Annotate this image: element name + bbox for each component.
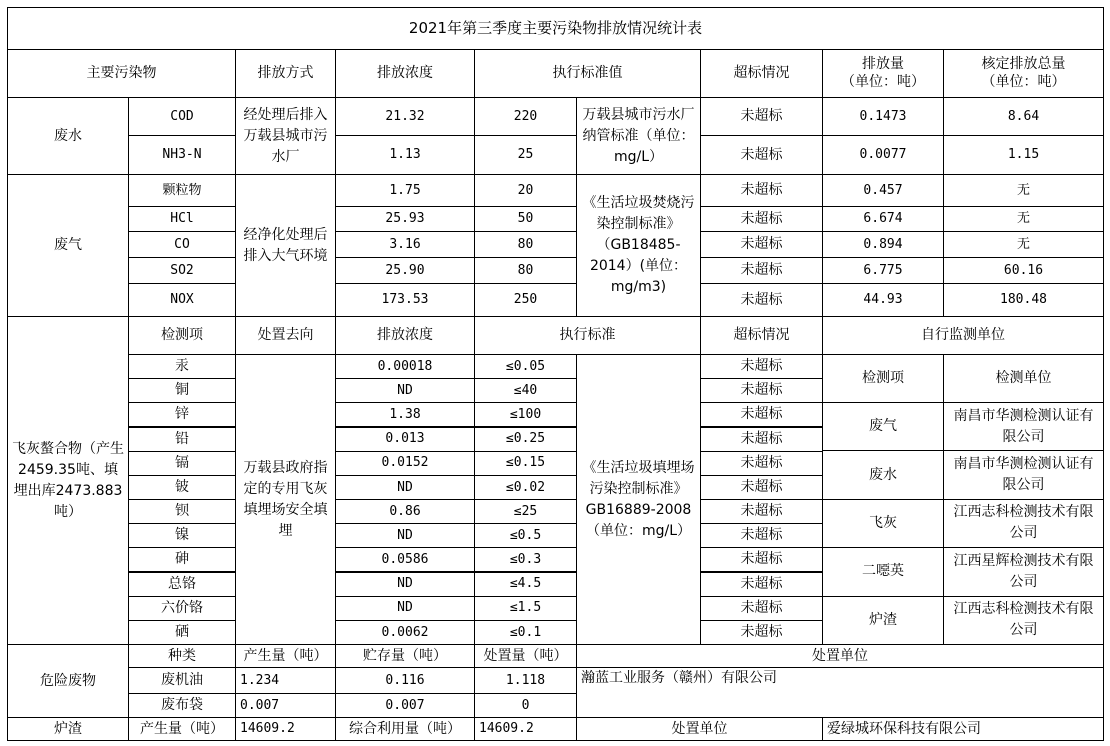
exhaust-exceed-text: 未超标	[740, 210, 783, 227]
flyash-header-concentration	[335, 316, 475, 355]
flyash-exceed	[700, 596, 823, 621]
wastewater-concentration-text: 21.32	[385, 108, 425, 124]
flyash-concentration	[335, 475, 475, 500]
wastewater-exceed	[700, 97, 823, 136]
monitor-item-text: 废气	[869, 418, 897, 435]
hazardous-unit-text: 瀚蓝工业服务（赣州）有限公司	[581, 670, 777, 686]
header-emission-unit: （单位：吨）	[841, 73, 925, 90]
flyash-exceed-text: 未超标	[740, 503, 783, 520]
monitor-item	[822, 547, 944, 596]
slag-unit-label-text: 处置单位	[671, 720, 728, 737]
exhaust-exceed	[700, 283, 823, 317]
flyash-concentration-text: ND	[397, 382, 413, 398]
flyash-standard-value-text: ≤0.5	[509, 527, 542, 543]
flyash-concentration-text: 1.38	[389, 407, 421, 423]
flyash-header-standard-text: 执行标准	[559, 327, 616, 343]
exhaust-item	[128, 174, 236, 207]
flyash-standard-value	[474, 402, 577, 427]
exhaust-standard-value	[474, 231, 577, 258]
exhaust-approved	[943, 283, 1104, 317]
exhaust-emission	[822, 283, 944, 317]
wastewater-emission-text: 0.0077	[859, 147, 907, 163]
flyash-standard-value	[474, 596, 577, 621]
hazardous-stored-text: 0.116	[385, 672, 425, 688]
monitor-unit-text: 南昌市华测检测认证有限公司	[953, 456, 1094, 494]
hazardous-header-unit-text: 处置单位	[812, 647, 868, 664]
flyash-concentration	[335, 572, 475, 597]
exhaust-standard-value-text: 80	[517, 236, 534, 252]
hazardous-disposed-text: 0	[521, 697, 530, 713]
exhaust-exceed-text: 未超标	[740, 291, 783, 308]
wastewater-category	[7, 97, 129, 175]
flyash-standard-value-text: ≤1.5	[509, 600, 542, 616]
flyash-category	[7, 316, 129, 645]
monitor-header-unit-text: 检测单位	[995, 370, 1052, 386]
exhaust-concentration-text: 25.90	[385, 262, 425, 278]
slag-utilized-label-text: 综合利用量（吨）	[349, 720, 461, 737]
monitor-unit	[943, 547, 1104, 596]
monitor-header-unit	[943, 354, 1104, 403]
monitor-unit	[943, 499, 1104, 548]
flyash-concentration	[335, 596, 475, 621]
slag-utilized-text: 14609.2	[479, 721, 534, 737]
flyash-standard-value-text: ≤0.02	[505, 479, 546, 495]
exhaust-emission	[822, 206, 944, 232]
hazardous-disposed	[474, 667, 577, 694]
flyash-item-text: 钡	[175, 503, 189, 520]
exhaust-category-text: 废气	[54, 237, 82, 253]
flyash-item	[128, 427, 236, 452]
flyash-exceed-text: 未超标	[740, 406, 783, 423]
flyash-concentration-text: ND	[397, 600, 413, 616]
wastewater-emission-text: 0.1473	[859, 108, 907, 124]
exhaust-emission-text: 0.457	[863, 182, 903, 198]
hazardous-stored	[335, 667, 475, 694]
hazardous-disposed	[474, 693, 577, 718]
hazardous-header-unit	[576, 644, 1104, 668]
flyash-standard-value	[474, 547, 577, 572]
wastewater-standard-value	[474, 97, 577, 136]
wastewater-concentration	[335, 135, 475, 175]
wastewater-category-text: 废水	[54, 127, 82, 144]
exhaust-approved-text: 180.48	[1000, 292, 1047, 308]
exhaust-emission	[822, 231, 944, 258]
monitor-item	[822, 596, 944, 645]
flyash-disposal-text: 万载县政府指定的专用飞灰填埋场安全填埋	[243, 459, 328, 539]
flyash-standard-value-text: ≤100	[509, 407, 542, 423]
monitor-item-text: 炉渣	[869, 611, 897, 628]
wastewater-method	[235, 97, 336, 175]
monitor-item-text: 废水	[869, 466, 897, 483]
flyash-concentration	[335, 402, 475, 427]
slag-unit	[822, 717, 1104, 741]
flyash-header-monitor	[822, 316, 1104, 355]
monitor-header-item	[822, 354, 944, 403]
exhaust-approved	[943, 231, 1104, 258]
wastewater-emission	[822, 97, 944, 136]
flyash-concentration-text: 0.00018	[377, 358, 433, 374]
flyash-exceed	[700, 378, 823, 403]
exhaust-exceed	[700, 257, 823, 284]
header-pollutant-text: 主要污染物	[86, 65, 157, 81]
header-method-text: 排放方式	[257, 65, 314, 81]
exhaust-standard-text: 《生活垃圾焚烧污染控制标准》（GB18485-2014）(单位：mg/m3)	[582, 195, 695, 295]
exhaust-emission	[822, 257, 944, 284]
flyash-exceed-text: 未超标	[740, 623, 783, 640]
flyash-concentration	[335, 354, 475, 379]
exhaust-exceed	[700, 206, 823, 232]
header-method	[235, 49, 336, 98]
flyash-item-text: 锌	[175, 406, 189, 423]
wastewater-standard-value	[474, 135, 577, 175]
monitor-unit-text: 江西志科检测技术有限公司	[953, 504, 1094, 542]
flyash-exceed	[700, 547, 823, 572]
flyash-item	[128, 378, 236, 403]
flyash-concentration	[335, 523, 475, 548]
flyash-concentration-text: ND	[397, 527, 413, 543]
hazardous-header-produced	[235, 644, 336, 668]
flyash-disposal	[235, 354, 336, 645]
flyash-item-text: 砷	[175, 551, 189, 568]
flyash-exceed-text: 未超标	[740, 599, 783, 616]
flyash-concentration-text: 0.013	[385, 431, 425, 447]
exhaust-approved-text: 无	[1016, 236, 1030, 252]
exhaust-standard-value	[474, 206, 577, 232]
flyash-exceed-text: 未超标	[740, 478, 783, 495]
flyash-standard-value	[474, 572, 577, 597]
hazardous-header-type	[128, 644, 236, 668]
flyash-concentration	[335, 451, 475, 476]
exhaust-approved	[943, 174, 1104, 207]
hazardous-header-type-text: 种类	[168, 647, 196, 664]
flyash-exceed-text: 未超标	[740, 358, 783, 375]
header-pollutant	[7, 49, 236, 98]
flyash-item	[128, 620, 236, 645]
header-standard-value-text: 执行标准值	[552, 65, 623, 81]
wastewater-item	[128, 135, 236, 175]
flyash-concentration-text: ND	[397, 576, 413, 592]
monitor-unit	[943, 450, 1104, 499]
flyash-item-text: 硒	[175, 623, 189, 640]
wastewater-standard-value-text: 220	[513, 108, 538, 124]
pollutant-statistics-table	[7, 7, 1103, 740]
flyash-concentration-text: ND	[397, 479, 413, 495]
hazardous-header-produced-text: 产生量（吨）	[243, 647, 328, 664]
hazardous-header-stored-text: 贮存量（吨）	[363, 647, 447, 664]
flyash-exceed-text: 未超标	[740, 575, 783, 592]
hazardous-stored	[335, 693, 475, 718]
exhaust-item-text: SO2	[170, 262, 194, 278]
flyash-standard-value-text: ≤0.15	[505, 455, 546, 471]
flyash-item-text: 六价铬	[161, 599, 203, 616]
exhaust-concentration	[335, 257, 475, 284]
exhaust-item-text: NOX	[170, 292, 194, 308]
exhaust-standard-value	[474, 283, 577, 317]
flyash-exceed-text: 未超标	[740, 454, 783, 471]
exhaust-approved	[943, 206, 1104, 232]
header-concentration-text: 排放浓度	[377, 65, 433, 81]
flyash-standard-value	[474, 523, 577, 548]
flyash-concentration-text: 0.0062	[381, 624, 429, 640]
monitor-unit-text: 江西星辉检测技术有限公司	[953, 552, 1094, 590]
table-title	[7, 7, 1104, 50]
exhaust-concentration	[335, 206, 475, 232]
hazardous-header-disposed-text: 处置量（吨）	[483, 647, 568, 664]
exhaust-approved	[943, 257, 1104, 284]
flyash-concentration	[335, 547, 475, 572]
slag-unit-label	[576, 717, 823, 741]
exhaust-item	[128, 231, 236, 258]
exhaust-standard-value-text: 20	[517, 182, 534, 198]
hazardous-header-stored	[335, 644, 475, 668]
header-emission-text: 排放量	[862, 56, 904, 72]
flyash-concentration-text: 0.0152	[381, 455, 429, 471]
monitor-unit-text: 江西志科检测技术有限公司	[953, 601, 1094, 639]
table-title-text: 2021年第三季度主要污染物排放情况统计表	[408, 19, 703, 38]
exhaust-item	[128, 206, 236, 232]
flyash-item	[128, 596, 236, 621]
exhaust-category	[7, 174, 129, 317]
flyash-item-text: 汞	[175, 358, 189, 375]
flyash-standard-value	[474, 499, 577, 524]
header-standard-value	[474, 49, 701, 98]
exhaust-method	[235, 174, 336, 317]
hazardous-disposed-text: 1.118	[505, 672, 546, 688]
hazardous-category	[7, 644, 129, 718]
exhaust-standard-value-text: 250	[513, 292, 538, 308]
wastewater-item	[128, 97, 236, 136]
flyash-item	[128, 402, 236, 427]
exhaust-approved-text: 无	[1016, 211, 1030, 227]
slag-unit-text: 爱绿城环保科技有限公司	[827, 720, 981, 737]
wastewater-standard	[576, 97, 701, 175]
exhaust-concentration-text: 25.93	[385, 211, 425, 227]
exhaust-standard	[576, 174, 701, 317]
flyash-item	[128, 499, 236, 524]
hazardous-header-disposed	[474, 644, 577, 668]
flyash-standard-value-text: ≤0.25	[505, 431, 546, 447]
flyash-item-text: 铜	[175, 382, 189, 399]
hazardous-category-text: 危险废物	[40, 672, 96, 689]
header-emission	[822, 49, 944, 98]
flyash-standard-value-text: ≤0.3	[509, 552, 542, 568]
slag-produced	[235, 717, 336, 741]
exhaust-item-text: CO	[174, 236, 190, 252]
hazardous-produced	[235, 667, 336, 694]
exhaust-emission-text: 6.775	[863, 262, 903, 278]
flyash-item	[128, 475, 236, 500]
wastewater-exceed-text: 未超标	[740, 146, 783, 163]
exhaust-exceed-text: 未超标	[740, 182, 783, 198]
header-concentration	[335, 49, 475, 98]
wastewater-method-text: 经处理后排入万载县城市污水厂	[243, 106, 328, 165]
flyash-header-standard	[474, 316, 701, 355]
wastewater-standard-text: 万载县城市污水厂纳管标准（单位：mg/L）	[582, 106, 695, 165]
exhaust-concentration-text: 1.75	[389, 182, 421, 198]
exhaust-approved-text: 60.16	[1003, 262, 1044, 278]
flyash-header-disposal-text: 处置去向	[257, 327, 314, 343]
header-approved-unit: （单位：吨）	[981, 73, 1066, 90]
exhaust-emission	[822, 174, 944, 207]
wastewater-standard-value-text: 25	[517, 147, 534, 163]
header-exceed-text: 超标情况	[733, 65, 790, 81]
flyash-concentration-text: 0.86	[389, 503, 421, 519]
flyash-standard-value	[474, 427, 577, 452]
exhaust-emission-text: 44.93	[863, 292, 903, 308]
exhaust-item	[128, 283, 236, 317]
flyash-exceed-text: 未超标	[740, 551, 783, 568]
flyash-header-concentration-text: 排放浓度	[377, 327, 433, 343]
exhaust-exceed	[700, 231, 823, 258]
flyash-standard-value	[474, 378, 577, 403]
wastewater-approved-text: 8.64	[1007, 108, 1040, 124]
wastewater-approved	[943, 97, 1104, 136]
flyash-standard-value	[474, 354, 577, 379]
slag-produced-label-text: 产生量（吨）	[140, 720, 224, 737]
flyash-header-item-text: 检测项	[161, 327, 203, 343]
wastewater-exceed-text: 未超标	[740, 108, 783, 124]
exhaust-standard-value	[474, 257, 577, 284]
exhaust-standard-value-text: 50	[517, 211, 534, 227]
flyash-standard-value	[474, 475, 577, 500]
exhaust-concentration-text: 3.16	[389, 236, 421, 252]
flyash-header-exceed-text: 超标情况	[733, 327, 790, 343]
flyash-item-text: 镉	[175, 454, 189, 471]
flyash-standard-value-text: ≤25	[513, 503, 538, 519]
flyash-exceed	[700, 354, 823, 379]
wastewater-item-text: COD	[170, 108, 194, 124]
flyash-exceed	[700, 402, 823, 427]
flyash-concentration	[335, 499, 475, 524]
flyash-item	[128, 547, 236, 572]
exhaust-exceed-text: 未超标	[740, 262, 783, 278]
flyash-exceed-text: 未超标	[740, 527, 783, 544]
flyash-item-text: 铍	[175, 478, 189, 495]
exhaust-exceed-text: 未超标	[740, 236, 783, 252]
exhaust-concentration-text: 173.53	[381, 292, 429, 308]
flyash-exceed	[700, 475, 823, 500]
exhaust-concentration	[335, 283, 475, 317]
header-approved	[943, 49, 1104, 98]
hazardous-type	[128, 667, 236, 694]
flyash-exceed	[700, 499, 823, 524]
wastewater-emission	[822, 135, 944, 175]
exhaust-concentration	[335, 174, 475, 207]
hazardous-unit	[576, 667, 1104, 718]
monitor-unit	[943, 596, 1104, 645]
monitor-unit	[943, 402, 1104, 451]
flyash-exceed	[700, 572, 823, 597]
hazardous-produced	[235, 693, 336, 718]
flyash-item-text: 总铬	[168, 575, 196, 592]
exhaust-emission-text: 6.674	[863, 211, 903, 227]
flyash-standard-value-text: ≤4.5	[509, 576, 542, 592]
flyash-item	[128, 523, 236, 548]
wastewater-exceed	[700, 135, 823, 175]
wastewater-concentration-text: 1.13	[389, 147, 421, 163]
flyash-header-disposal	[235, 316, 336, 355]
exhaust-approved-text: 无	[1016, 182, 1030, 198]
flyash-standard-value	[474, 451, 577, 476]
exhaust-exceed	[700, 174, 823, 207]
flyash-standard-value-text: ≤0.05	[505, 358, 546, 374]
flyash-header-item	[128, 316, 236, 355]
exhaust-standard-value-text: 80	[517, 262, 534, 278]
flyash-standard-value	[474, 620, 577, 645]
exhaust-item-text: 颗粒物	[162, 182, 202, 198]
wastewater-approved-text: 1.15	[1007, 147, 1040, 163]
exhaust-standard-value	[474, 174, 577, 207]
flyash-exceed	[700, 451, 823, 476]
header-approved-text: 核定排放总量	[981, 56, 1066, 72]
header-exceed	[700, 49, 823, 98]
slag-produced-text: 14609.2	[240, 721, 295, 737]
hazardous-type-text: 废机油	[161, 672, 203, 688]
hazardous-produced-text: 1.234	[240, 672, 280, 688]
wastewater-approved	[943, 135, 1104, 175]
flyash-exceed	[700, 523, 823, 548]
exhaust-emission-text: 0.894	[863, 236, 903, 252]
flyash-concentration	[335, 427, 475, 452]
flyash-exceed-text: 未超标	[740, 382, 783, 399]
flyash-concentration-text: 0.0586	[381, 552, 429, 568]
slag-category-text: 炉渣	[54, 720, 82, 737]
monitor-item	[822, 499, 944, 548]
flyash-item-text: 铅	[175, 430, 189, 447]
monitor-unit-text: 南昌市华测检测认证有限公司	[953, 407, 1094, 445]
flyash-concentration	[335, 378, 475, 403]
flyash-standard-value-text: ≤40	[513, 382, 538, 398]
hazardous-type	[128, 693, 236, 718]
monitor-item-text: 飞灰	[869, 514, 897, 531]
slag-category	[7, 717, 129, 741]
exhaust-item-text: HCl	[170, 211, 194, 227]
flyash-standard-value-text: ≤0.1	[509, 624, 542, 640]
monitor-header-item-text: 检测项	[862, 370, 904, 386]
exhaust-item	[128, 257, 236, 284]
slag-utilized-label	[335, 717, 475, 741]
monitor-item-text: 二噁英	[862, 563, 904, 580]
flyash-standard	[576, 354, 701, 645]
flyash-category-text: 飞灰螯合物（产生2459.35吨、填埋出库2473.883吨）	[12, 440, 124, 520]
flyash-item	[128, 354, 236, 379]
flyash-item-text: 镍	[175, 527, 189, 544]
hazardous-produced-text: 0.007	[240, 697, 280, 713]
flyash-exceed-text: 未超标	[740, 430, 783, 447]
flyash-header-monitor-text: 自行监测单位	[921, 327, 1005, 343]
slag-utilized	[474, 717, 577, 741]
wastewater-item-text: NH3-N	[162, 147, 202, 163]
flyash-item	[128, 572, 236, 597]
flyash-concentration	[335, 620, 475, 645]
flyash-header-exceed	[700, 316, 823, 355]
exhaust-concentration	[335, 231, 475, 258]
flyash-exceed	[700, 427, 823, 452]
hazardous-type-text: 废布袋	[161, 697, 203, 713]
flyash-standard-text: 《生活垃圾填埋场污染控制标准》GB16889-2008（单位：mg/L）	[582, 459, 695, 539]
flyash-exceed	[700, 620, 823, 645]
exhaust-method-text: 经净化处理后排入大气环境	[243, 226, 328, 264]
flyash-item	[128, 451, 236, 476]
wastewater-concentration	[335, 97, 475, 136]
hazardous-stored-text: 0.007	[385, 697, 425, 713]
monitor-item	[822, 402, 944, 451]
slag-produced-label	[128, 717, 236, 741]
monitor-item	[822, 450, 944, 499]
